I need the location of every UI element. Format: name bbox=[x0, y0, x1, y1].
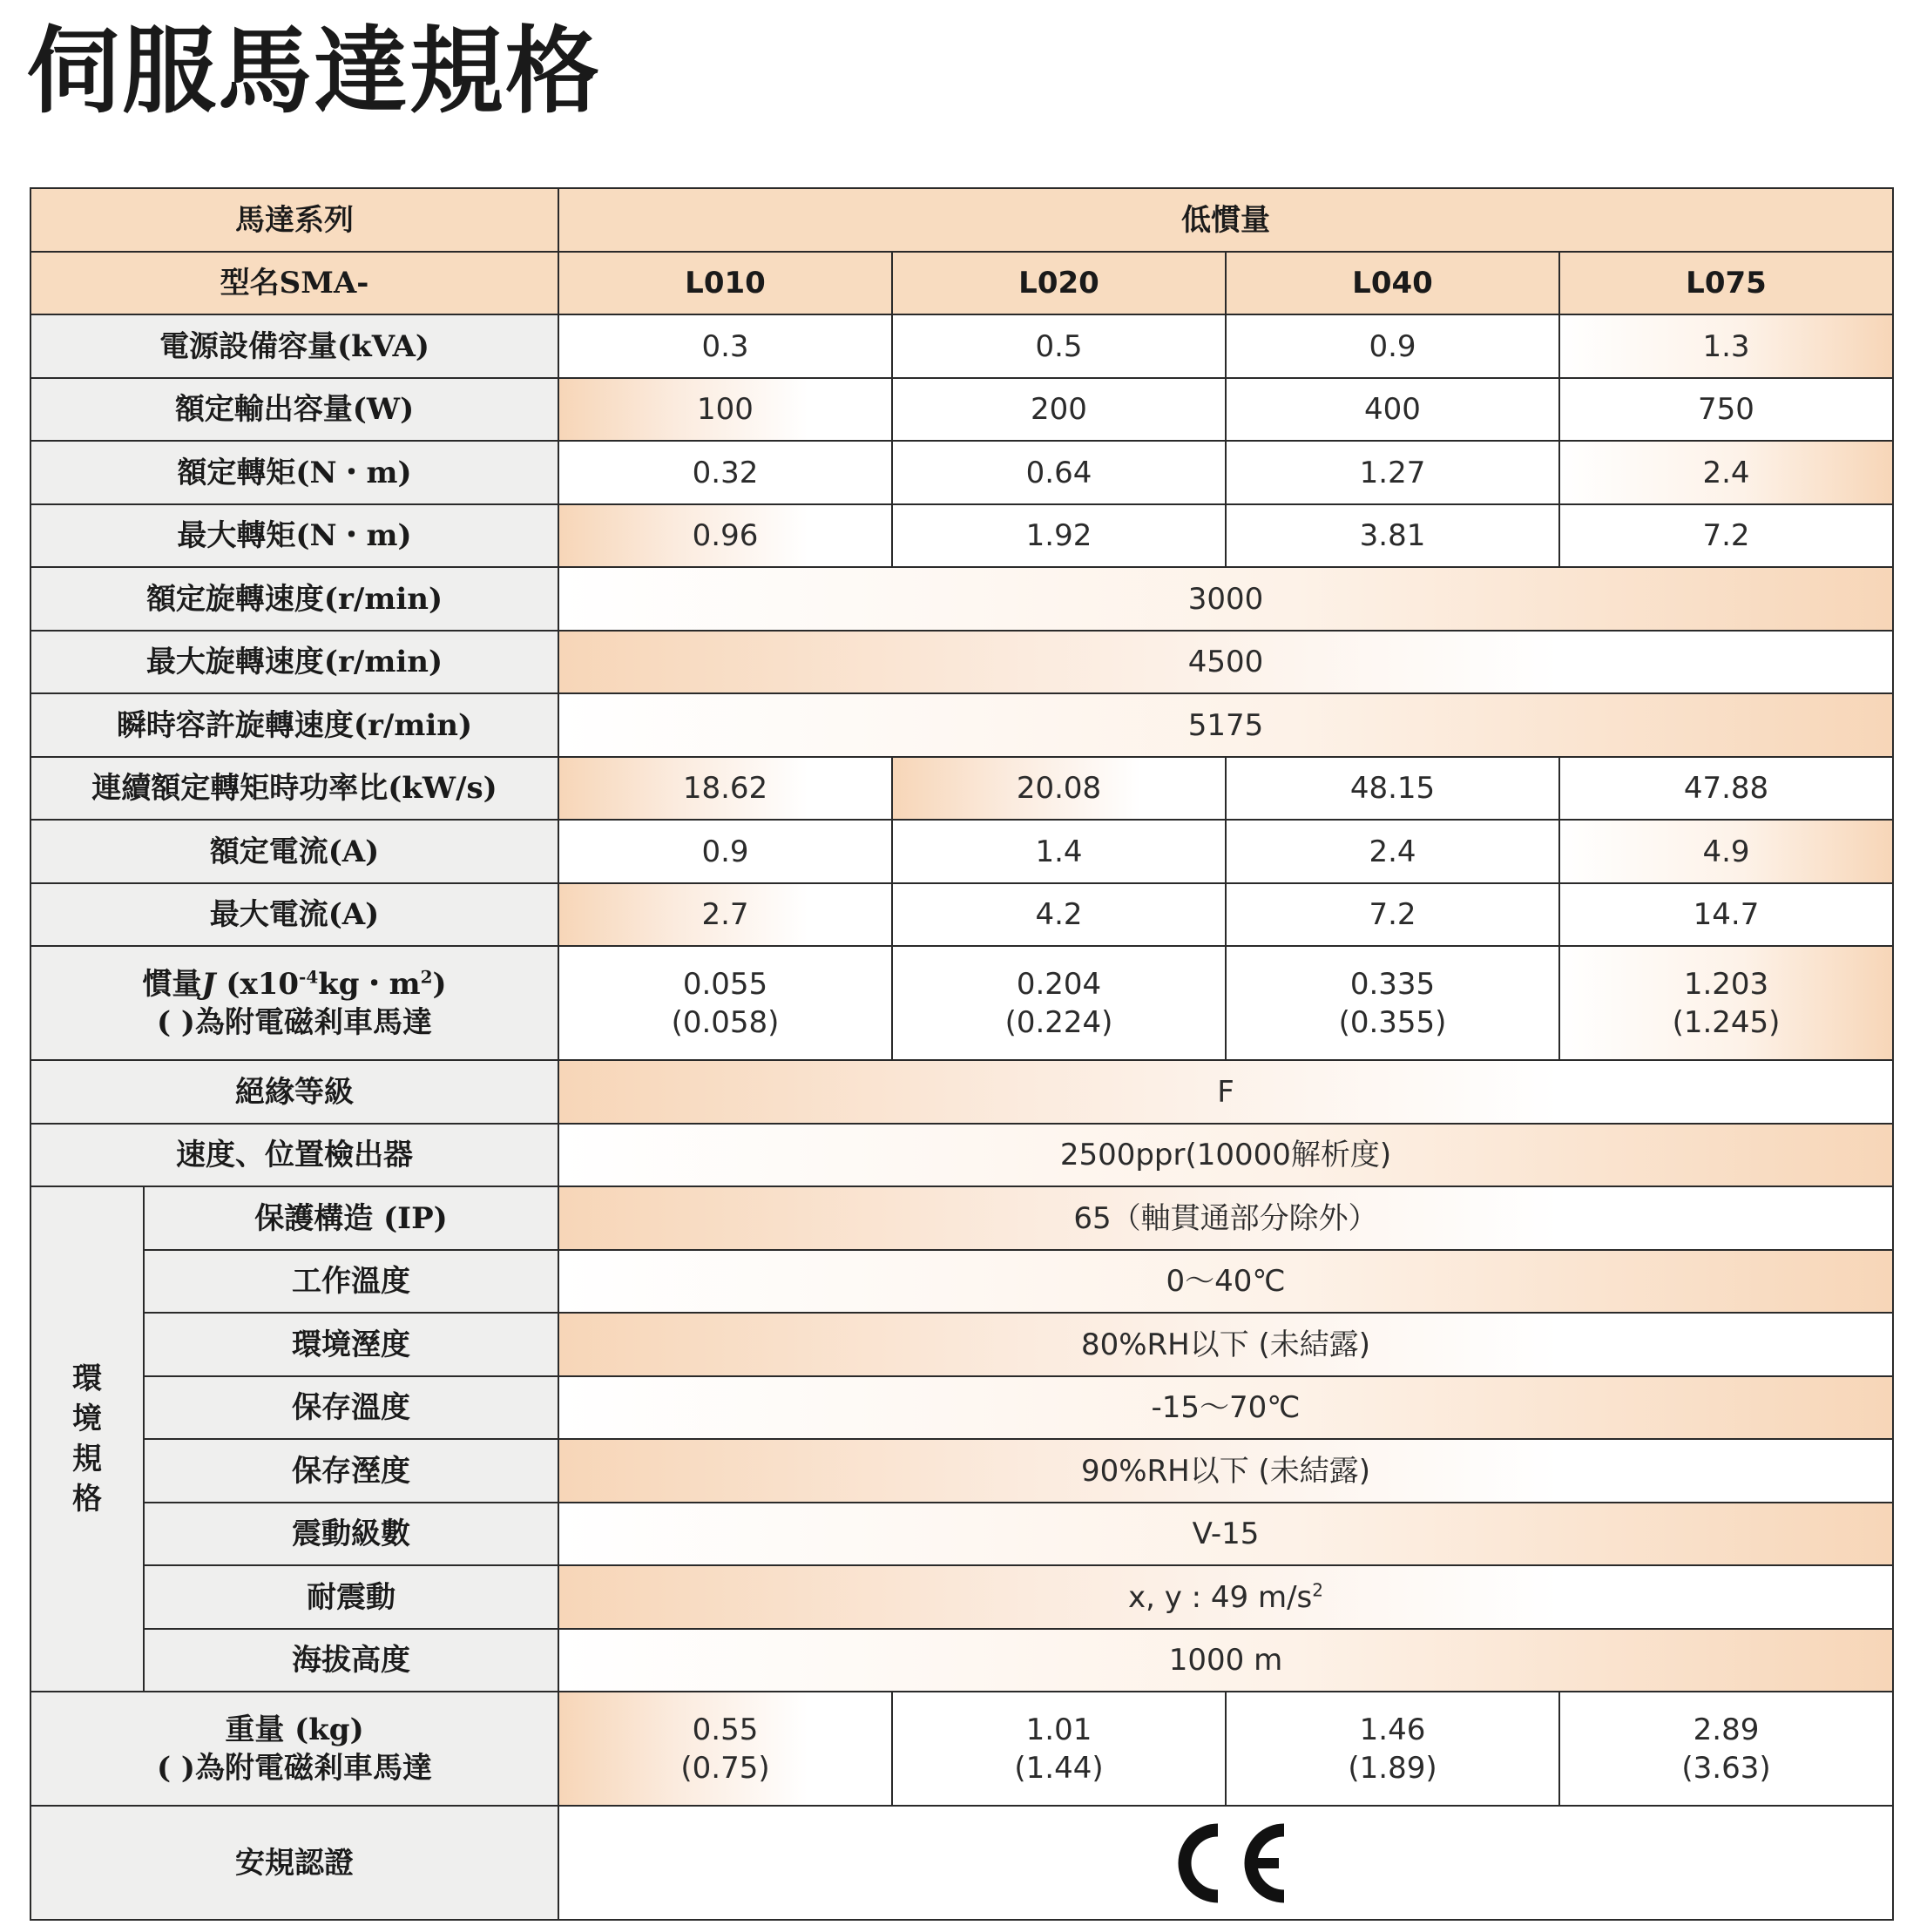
series-label: 馬達系列 bbox=[30, 188, 558, 252]
cell-value: 90%RH以下 (未結露) bbox=[558, 1439, 1893, 1503]
cell-value: V-15 bbox=[558, 1503, 1893, 1565]
env-row bbox=[30, 1250, 1893, 1313]
row-label: 最大旋轉速度(r/min) bbox=[30, 631, 558, 693]
cell-value: 0.64 bbox=[892, 441, 1226, 504]
env-row bbox=[30, 1376, 1893, 1439]
cell-value: 2.89 (3.63) bbox=[1559, 1692, 1893, 1806]
row-label: 最大電流(A) bbox=[30, 883, 558, 946]
row-label: 額定電流(A) bbox=[30, 820, 558, 883]
table-row bbox=[30, 757, 1893, 820]
cell-value: 4.9 bbox=[1559, 820, 1893, 883]
table-row bbox=[30, 567, 1893, 631]
table-row bbox=[30, 504, 1893, 567]
model-l075: L075 bbox=[1559, 252, 1893, 314]
env-label: 環境溼度 bbox=[144, 1313, 558, 1376]
table-row-inertia bbox=[30, 946, 1893, 1060]
row-label: 額定旋轉速度(r/min) bbox=[30, 567, 558, 631]
cell-value: 0～40℃ bbox=[558, 1250, 1893, 1313]
cell-value: 0.55 (0.75) bbox=[558, 1692, 892, 1806]
env-label: 保存溫度 bbox=[144, 1376, 558, 1439]
inertia-label-line1: 慣量J ($x10^{-4}kg$・$m^2$) bbox=[142, 966, 447, 1002]
row-label: 瞬時容許旋轉速度(r/min) bbox=[30, 693, 558, 757]
table-row bbox=[30, 631, 1893, 693]
cell-value: 0.3 bbox=[558, 314, 892, 378]
cell-value: F bbox=[558, 1060, 1893, 1124]
env-row bbox=[30, 1565, 1893, 1629]
cell-value: 750 bbox=[1559, 378, 1893, 441]
table-row-weight bbox=[30, 1692, 1893, 1806]
cell-value: 65（軸貫通部分除外） bbox=[558, 1186, 1893, 1250]
table-row bbox=[30, 441, 1893, 504]
cell-value: 0.5 bbox=[892, 314, 1226, 378]
table-row bbox=[30, 378, 1893, 441]
row-label: 安規認證 bbox=[30, 1806, 558, 1920]
env-label: 保護構造 (IP) bbox=[144, 1186, 558, 1250]
table-row bbox=[30, 1124, 1893, 1186]
env-row bbox=[30, 1503, 1893, 1565]
cell-value: 400 bbox=[1226, 378, 1559, 441]
table-row bbox=[30, 693, 1893, 757]
cell-value: 1.92 bbox=[892, 504, 1226, 567]
cell-value: 2.4 bbox=[1559, 441, 1893, 504]
cell-value: 0.96 bbox=[558, 504, 892, 567]
row-label: 額定輸出容量(W) bbox=[30, 378, 558, 441]
row-label: 連續額定轉矩時功率比(kW/s) bbox=[30, 757, 558, 820]
table-row bbox=[30, 883, 1893, 946]
cell-value: 0.055 (0.058) bbox=[558, 946, 892, 1060]
env-row bbox=[30, 1313, 1893, 1376]
cell-value: 4500 bbox=[558, 631, 1893, 693]
table-row-certification bbox=[30, 1806, 1893, 1920]
env-label: 耐震動 bbox=[144, 1565, 558, 1629]
spec-table bbox=[30, 187, 1894, 1921]
cell-value: 20.08 bbox=[892, 757, 1226, 820]
cell-value: 0.335 (0.355) bbox=[1226, 946, 1559, 1060]
env-group-label: 環 境 規 格 bbox=[30, 1186, 144, 1692]
row-label: 速度、位置檢出器 bbox=[30, 1124, 558, 1186]
cell-value: 2500ppr(10000解析度) bbox=[558, 1124, 1893, 1186]
cell-value: 0.204 (0.224) bbox=[892, 946, 1226, 1060]
header-row-series bbox=[30, 188, 1893, 252]
env-row bbox=[30, 1439, 1893, 1503]
ce-mark-cell bbox=[558, 1806, 1893, 1920]
model-label: 型名SMA- bbox=[30, 252, 558, 314]
header-row-model bbox=[30, 252, 1893, 314]
cell-value: 1.46 (1.89) bbox=[1226, 1692, 1559, 1806]
model-l010: L010 bbox=[558, 252, 892, 314]
cell-value: 0.9 bbox=[1226, 314, 1559, 378]
row-label-inertia bbox=[30, 946, 558, 1060]
cell-value: 80%RH以下 (未結露) bbox=[558, 1313, 1893, 1376]
cell-value: 1.27 bbox=[1226, 441, 1559, 504]
inertia-label-line2: ( )為附電磁剎車馬達 bbox=[156, 1004, 432, 1040]
cell-value: 100 bbox=[558, 378, 892, 441]
row-label-weight: 重量 (kg) ( )為附電磁剎車馬達 bbox=[30, 1692, 558, 1806]
table-row bbox=[30, 1060, 1893, 1124]
cell-value: 1000 m bbox=[558, 1629, 1893, 1692]
cell-value: 1.3 bbox=[1559, 314, 1893, 378]
cell-value: 7.2 bbox=[1559, 504, 1893, 567]
cell-value: -15～70℃ bbox=[558, 1376, 1893, 1439]
cell-value: 5175 bbox=[558, 693, 1893, 757]
cell-value: 48.15 bbox=[1226, 757, 1559, 820]
table-row bbox=[30, 314, 1893, 378]
cell-value: 1.203 (1.245) bbox=[1559, 946, 1893, 1060]
cell-value: 0.32 bbox=[558, 441, 892, 504]
page-title: 伺服馬達規格 bbox=[26, 17, 602, 126]
cell-value: 7.2 bbox=[1226, 883, 1559, 946]
table-row bbox=[30, 820, 1893, 883]
cell-value: 14.7 bbox=[1559, 883, 1893, 946]
cell-value: 2.7 bbox=[558, 883, 892, 946]
row-label: 額定轉矩(N・m) bbox=[30, 441, 558, 504]
cell-value: 3.81 bbox=[1226, 504, 1559, 567]
row-label: 最大轉矩(N・m) bbox=[30, 504, 558, 567]
cell-value: 2.4 bbox=[1226, 820, 1559, 883]
model-l040: L040 bbox=[1226, 252, 1559, 314]
cell-value: 47.88 bbox=[1559, 757, 1893, 820]
cell-value: 3000 bbox=[558, 567, 1893, 631]
row-label: 絕緣等級 bbox=[30, 1060, 558, 1124]
row-label: 電源設備容量(kVA) bbox=[30, 314, 558, 378]
cell-value: 200 bbox=[892, 378, 1226, 441]
ce-mark-icon bbox=[1160, 1818, 1291, 1908]
cell-value: 1.4 bbox=[892, 820, 1226, 883]
cell-value: 4.2 bbox=[892, 883, 1226, 946]
cell-value: 18.62 bbox=[558, 757, 892, 820]
env-row bbox=[30, 1186, 1893, 1250]
series-value: 低慣量 bbox=[558, 188, 1893, 252]
model-l020: L020 bbox=[892, 252, 1226, 314]
cell-value: 1.01 (1.44) bbox=[892, 1692, 1226, 1806]
env-label: 震動級數 bbox=[144, 1503, 558, 1565]
env-row bbox=[30, 1629, 1893, 1692]
env-label: 工作溫度 bbox=[144, 1250, 558, 1313]
env-label: 保存溼度 bbox=[144, 1439, 558, 1503]
cell-value: x, y : 49 $m/s^2$ bbox=[558, 1565, 1893, 1629]
env-label: 海拔高度 bbox=[144, 1629, 558, 1692]
cell-value: 0.9 bbox=[558, 820, 892, 883]
